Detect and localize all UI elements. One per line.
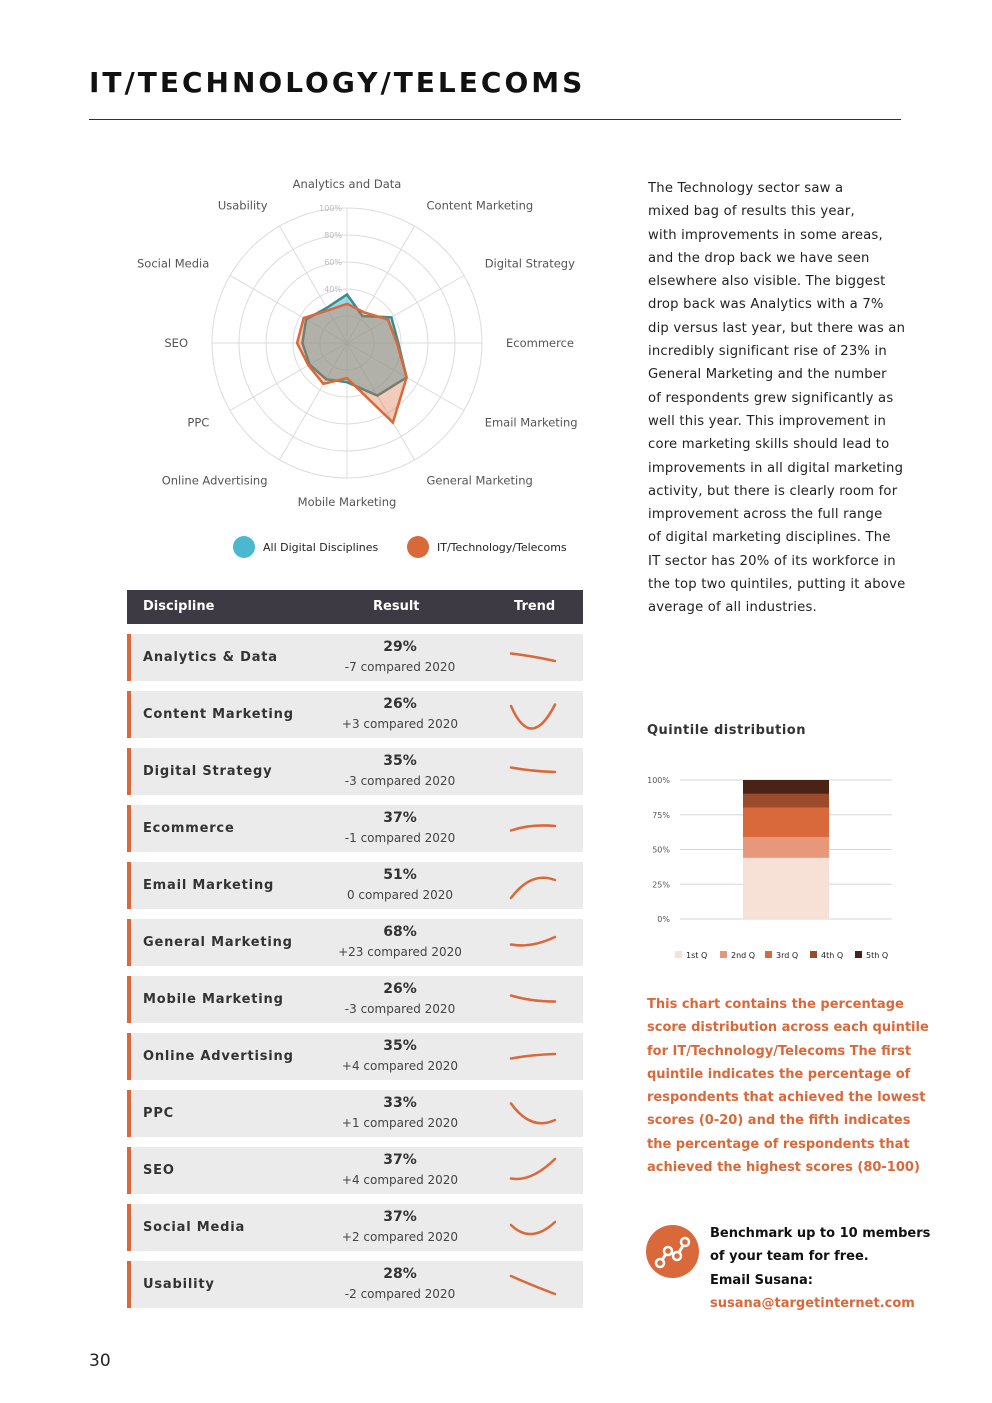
trend-line <box>511 768 555 773</box>
description-line: and the drop back we have seen <box>648 250 870 266</box>
legend-label-all: All Digital Disciplines <box>263 540 379 554</box>
description-line: of respondents grew significantly as <box>648 390 894 406</box>
radar-axis-label: Digital Strategy <box>484 256 575 271</box>
trend-sparkline <box>503 1095 563 1133</box>
benchmark-line: of your team for free. <box>710 1249 869 1265</box>
radar-axis-label: Content Marketing <box>426 198 534 213</box>
trend-sparkline <box>503 1266 563 1304</box>
trend-sparkline <box>503 1038 563 1076</box>
radar-tick-label: 80% <box>324 231 342 240</box>
table-row <box>127 691 583 738</box>
radar-chart <box>120 170 590 520</box>
discipline-name: Content Marketing <box>143 707 294 722</box>
result-percent: 37% <box>383 810 417 826</box>
description-line: improvements in all digital marketing <box>648 460 904 476</box>
description-line: the top two quintiles, putting it above <box>648 577 906 593</box>
result-comparison: +4 compared 2020 <box>341 1059 459 1073</box>
description-line: elsewhere also visible. The biggest <box>648 274 886 290</box>
radar-axis-label: Email Marketing <box>484 415 578 430</box>
trend-sparkline <box>503 753 563 791</box>
result-percent: 68% <box>383 924 417 940</box>
radar-axis-label: SEO <box>164 336 188 350</box>
legend-swatch-it <box>407 536 429 558</box>
page-title: IT/TECHNOLOGY/TELECOMS <box>89 66 586 99</box>
table-row <box>127 634 583 681</box>
quintile-description-line: the percentage of respondents that <box>647 1136 910 1152</box>
description-line: with improvements in some areas, <box>648 227 883 243</box>
trend-sparkline <box>503 696 563 734</box>
description-line: activity, but there is clearly room for <box>648 483 898 499</box>
trend-sparkline <box>503 981 563 1019</box>
discipline-name: Mobile Marketing <box>143 992 284 1007</box>
radar-axis-label: General Marketing <box>426 473 533 488</box>
result-percent: 29% <box>383 639 417 655</box>
description-line: core marketing skills should lead to <box>648 437 890 453</box>
legend-label-it: IT/Technology/Telecoms <box>437 540 567 554</box>
trend-line <box>511 1054 555 1059</box>
description-line: well this year. This improvement in <box>648 413 887 429</box>
trend-line <box>511 1104 555 1124</box>
result-percent: 51% <box>383 867 417 883</box>
table-row <box>127 976 583 1023</box>
legend-label: 1st Q <box>686 951 708 960</box>
radar-axis-label: Mobile Marketing <box>297 495 397 509</box>
header-result: Result <box>373 599 420 614</box>
table-header <box>127 590 583 624</box>
table-row <box>127 1204 583 1251</box>
radar-tick-label: 60% <box>324 258 342 267</box>
result-comparison: -3 compared 2020 <box>344 1002 456 1016</box>
trend-line <box>511 705 555 729</box>
sector-description <box>648 177 904 620</box>
result-percent: 37% <box>383 1152 417 1168</box>
discipline-name: General Marketing <box>143 935 293 950</box>
quintile-description-line: scores (0-20) and the fifth indicates <box>647 1113 911 1129</box>
discipline-name: Social Media <box>143 1220 246 1235</box>
bar-segment <box>743 794 829 808</box>
trend-line <box>511 1222 555 1234</box>
table-row <box>127 1147 583 1194</box>
result-percent: 35% <box>383 753 417 769</box>
radar-axis-label: Analytics and Data <box>292 177 402 191</box>
result-comparison: -2 compared 2020 <box>344 1287 456 1301</box>
trend-line <box>511 878 555 898</box>
trend-sparkline <box>503 1209 563 1247</box>
table-row <box>127 1261 583 1308</box>
page-number: 30 <box>89 1351 111 1371</box>
table-row <box>127 805 583 852</box>
radar-axis-label: Social Media <box>137 256 210 271</box>
discipline-name: Ecommerce <box>143 821 235 836</box>
header-discipline: Discipline <box>143 599 215 614</box>
result-percent: 28% <box>383 1266 417 1282</box>
bar-segment <box>743 808 829 837</box>
table-row <box>127 748 583 795</box>
y-tick-label: 75% <box>652 810 670 820</box>
result-percent: 26% <box>383 696 417 712</box>
description-line: of digital marketing disciplines. The <box>648 530 891 546</box>
radar-axis-label: Usability <box>217 198 268 213</box>
result-comparison: -3 compared 2020 <box>344 774 456 788</box>
result-percent: 35% <box>383 1038 417 1054</box>
quintile-description-line: respondents that achieved the lowest <box>647 1090 926 1106</box>
discipline-name: PPC <box>143 1106 174 1121</box>
quintile-description <box>647 993 929 1179</box>
bar-segment <box>743 780 829 794</box>
legend-label: 5th Q <box>866 951 889 960</box>
trend-sparkline <box>503 1152 563 1190</box>
discipline-name: Online Advertising <box>143 1049 294 1064</box>
quintile-description-line: for IT/Technology/Telecoms The first <box>647 1043 912 1059</box>
result-comparison: -1 compared 2020 <box>344 831 456 845</box>
legend-swatch <box>720 951 727 958</box>
y-tick-label: 0% <box>657 915 670 924</box>
network-icon <box>646 1225 699 1278</box>
radar-axis-label: PPC <box>187 415 210 430</box>
discipline-name: Digital Strategy <box>143 764 273 779</box>
y-tick-label: 50% <box>652 845 670 855</box>
result-comparison: +23 compared 2020 <box>338 945 462 959</box>
radar-tick-label: 40% <box>324 285 342 294</box>
description-line: The Technology sector saw a <box>648 181 844 196</box>
legend-swatch-all <box>233 536 255 558</box>
radar-tick-label: 100% <box>319 204 342 213</box>
quintile-title: Quintile distribution <box>647 723 806 738</box>
trend-line <box>511 937 555 945</box>
description-line: mixed bag of results this year, <box>648 204 855 220</box>
header-trend: Trend <box>514 599 556 614</box>
legend-swatch <box>810 951 817 958</box>
table-row <box>127 919 583 966</box>
table-row <box>127 1090 583 1137</box>
legend-swatch <box>765 951 772 958</box>
description-line: incredibly significant rise of 23% in <box>648 344 887 360</box>
legend-label: 2nd Q <box>731 951 756 960</box>
legend-label: 3rd Q <box>776 951 799 960</box>
trend-sparkline <box>503 867 563 905</box>
result-percent: 26% <box>383 981 417 997</box>
description-line: dip versus last year, but there was an <box>648 320 906 336</box>
quintile-chart <box>645 770 900 970</box>
discipline-name: Analytics & Data <box>143 650 278 665</box>
bar-segment <box>743 837 829 858</box>
description-line: drop back was Analytics with a 7% <box>648 297 884 313</box>
trend-sparkline <box>503 810 563 848</box>
description-line: improvement across the full range <box>648 507 883 523</box>
result-comparison: +4 compared 2020 <box>341 1173 459 1187</box>
trend-sparkline <box>503 639 563 677</box>
quintile-description-line: This chart contains the percentage <box>647 997 904 1012</box>
trend-line <box>511 825 555 830</box>
quintile-description-line: achieved the highest scores (80-100) <box>647 1160 920 1176</box>
benchmark-line: Email Susana: <box>710 1272 813 1288</box>
result-comparison: -7 compared 2020 <box>344 660 456 674</box>
result-comparison: +1 compared 2020 <box>341 1116 459 1130</box>
y-tick-label: 25% <box>652 880 670 890</box>
trend-line <box>511 654 555 662</box>
discipline-name: Email Marketing <box>143 878 275 893</box>
benchmark-email-link[interactable]: susana@targetinternet.com <box>710 1295 915 1311</box>
result-percent: 37% <box>383 1209 417 1225</box>
discipline-name: Usability <box>143 1277 215 1292</box>
title-divider <box>89 119 901 120</box>
y-tick-label: 100% <box>647 776 670 785</box>
description-line: average of all industries. <box>648 600 817 616</box>
quintile-description-line: quintile indicates the percentage of <box>647 1066 911 1082</box>
legend-swatch <box>855 951 862 958</box>
description-line: General Marketing and the number <box>648 367 887 383</box>
discipline-name: SEO <box>143 1163 175 1178</box>
bar-segment <box>743 858 829 919</box>
trend-sparkline <box>503 924 563 962</box>
trend-line <box>511 1159 555 1179</box>
result-comparison: 0 compared 2020 <box>346 888 454 902</box>
benchmark-callout <box>710 1222 930 1315</box>
radar-axis-label: Ecommerce <box>506 336 574 350</box>
legend-item-it <box>407 536 567 558</box>
table-row <box>127 1033 583 1080</box>
legend-item-all <box>233 536 378 558</box>
description-line: IT sector has 20% of its workforce in <box>648 553 896 569</box>
quintile-description-line: score distribution across each quintile <box>647 1020 929 1036</box>
result-comparison: +2 compared 2020 <box>341 1230 459 1244</box>
table-row <box>127 862 583 909</box>
trend-line <box>511 1276 555 1294</box>
radar-axis-label: Online Advertising <box>161 473 268 488</box>
trend-line <box>511 996 555 1002</box>
legend-swatch <box>675 951 682 958</box>
result-percent: 33% <box>383 1095 417 1111</box>
legend-label: 4th Q <box>821 951 844 960</box>
benchmark-line: Benchmark up to 10 members <box>710 1226 931 1241</box>
result-comparison: +3 compared 2020 <box>341 717 459 731</box>
